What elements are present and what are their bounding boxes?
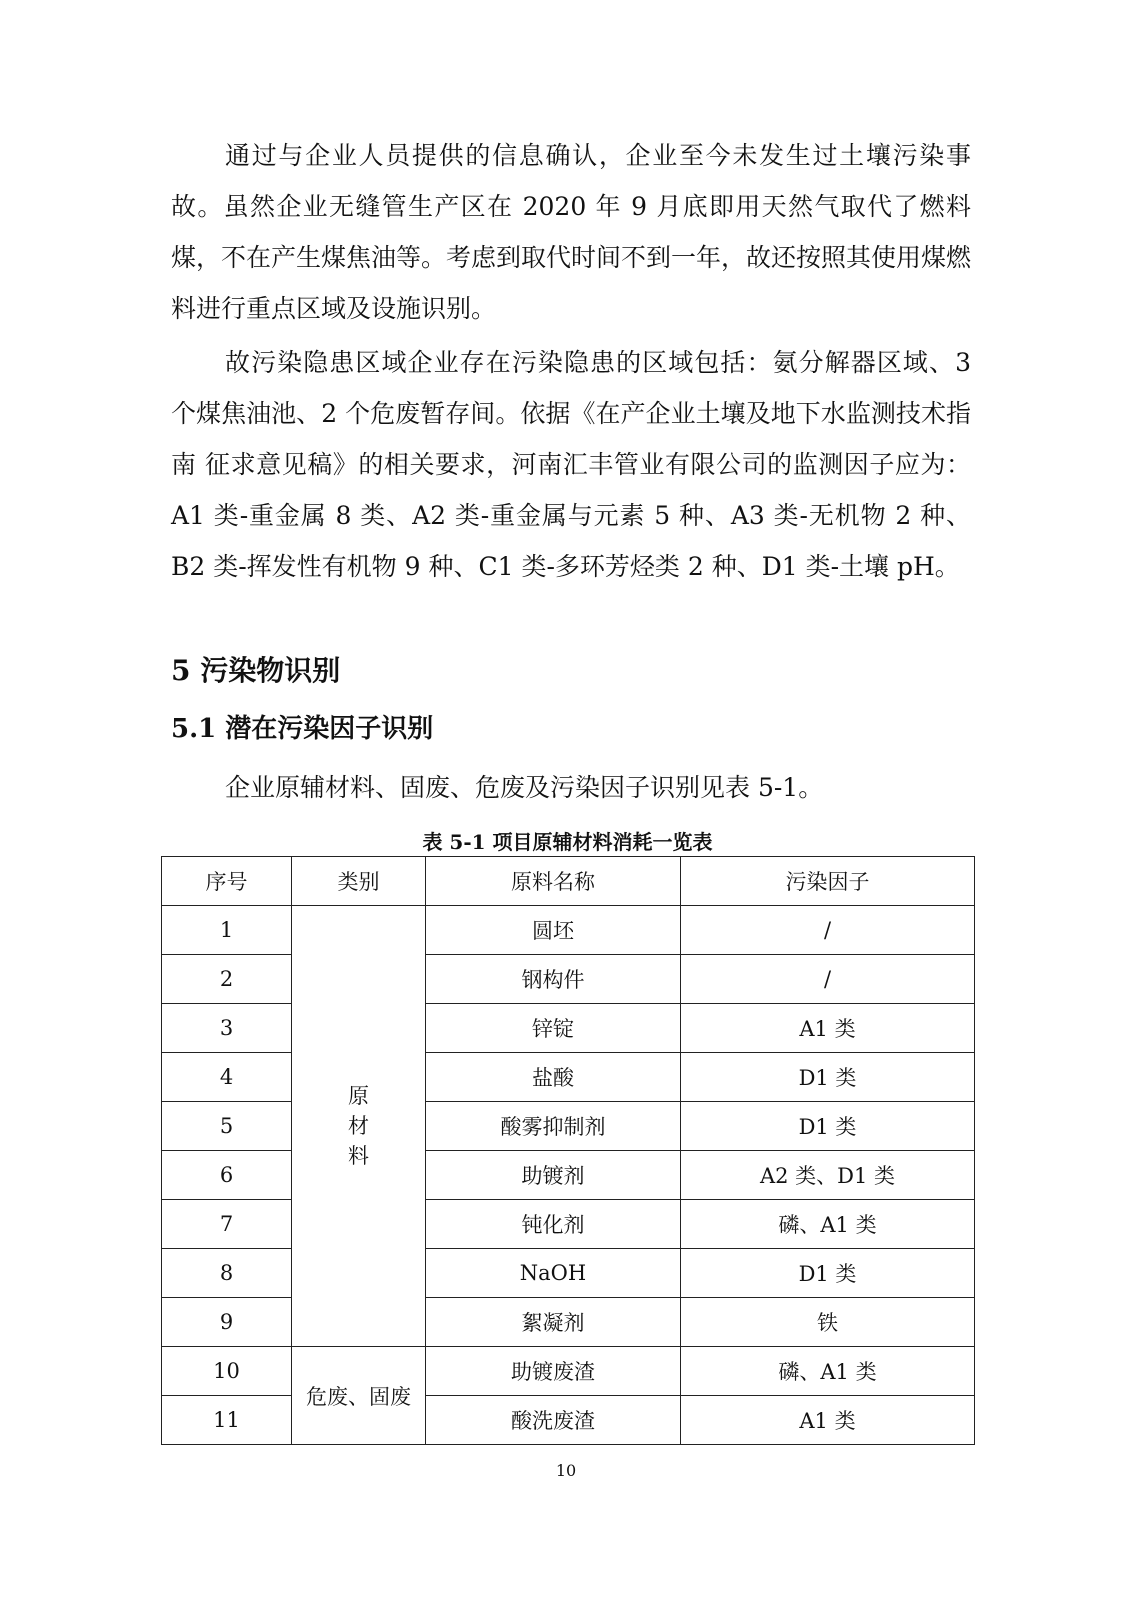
table-row — [162, 906, 975, 955]
paragraph-incident-history: 通过与企业人员提供的信息确认，企业至今未发生过土壤污染事故。虽然企业无缝管生产区在 2020 年 9 月底即用天然气取代了燃料煤，不在产生煤焦油等。考虑到取代时间不到一年，故还按照其使用煤燃料进行重点区域及设施识别。 — [171, 141, 972, 323]
paragraph-hazard-areas: 故污染隐患区域企业存在污染隐患的区域包括：氨分解器区域、3 个煤焦油池、2 个危废暂存间。依据《在产企业土壤及地下水监测技术指南 征求意见稿》的相关要求，河南汇丰管业有限公司的监测因子应为：A1 类-重金属 8 类、A2 类-重金属与元素 5 种、A3 类-无机物 2 种、B2 类-挥发性有机物 9 种、C1 类-多环芳烃类 2 种、D1 类-土壤 pH。 — [171, 348, 971, 581]
table-row — [162, 1347, 975, 1396]
cell-index: 9 — [162, 1298, 292, 1347]
table-row — [162, 1298, 975, 1347]
cell-material-name: 锌锭 — [426, 1004, 681, 1053]
table-row — [162, 1004, 975, 1053]
table-row — [162, 1053, 975, 1102]
cell-pollution-factor: A1 类 — [681, 1004, 975, 1053]
cell-index: 11 — [162, 1396, 292, 1445]
cell-index: 2 — [162, 955, 292, 1004]
cell-index: 4 — [162, 1053, 292, 1102]
cell-material-name: 钝化剂 — [426, 1200, 681, 1249]
table-row — [162, 1102, 975, 1151]
header-index: 序号 — [162, 857, 292, 906]
cell-material-name: 酸洗废渣 — [426, 1396, 681, 1445]
cell-pollution-factor: D1 类 — [681, 1102, 975, 1151]
cell-material-name: 圆坯 — [426, 906, 681, 955]
cell-material-name: 絮凝剂 — [426, 1298, 681, 1347]
cell-index: 6 — [162, 1151, 292, 1200]
category-raw-materials-text: 原 材 料 — [348, 1084, 369, 1168]
page-number: 10 — [555, 1461, 577, 1480]
table-row — [162, 1200, 975, 1249]
cell-pollution-factor: 铁 — [681, 1298, 975, 1347]
table-caption: 表 5-1 项目原辅材料消耗一览表 — [422, 830, 713, 854]
cell-index: 7 — [162, 1200, 292, 1249]
table-header-row — [162, 857, 975, 906]
cell-material-name: 酸雾抑制剂 — [426, 1102, 681, 1151]
materials-table — [161, 856, 975, 1445]
cell-index: 1 — [162, 906, 292, 955]
cell-material-name: 助镀剂 — [426, 1151, 681, 1200]
cell-pollution-factor: D1 类 — [681, 1249, 975, 1298]
header-pollution-factor: 污染因子 — [681, 857, 975, 906]
cell-category-waste: 危废、固废 — [292, 1347, 426, 1445]
cell-index: 8 — [162, 1249, 292, 1298]
cell-index: 5 — [162, 1102, 292, 1151]
header-material-name: 原料名称 — [426, 857, 681, 906]
cell-pollution-factor: / — [681, 955, 975, 1004]
cell-pollution-factor: 磷、A1 类 — [681, 1200, 975, 1249]
cell-index: 10 — [162, 1347, 292, 1396]
cell-pollution-factor: / — [681, 906, 975, 955]
cell-pollution-factor: 磷、A1 类 — [681, 1347, 975, 1396]
subsection-heading: 5.1 潜在污染因子识别 — [171, 714, 434, 744]
cell-material-name: NaOH — [426, 1249, 681, 1298]
cell-material-name: 盐酸 — [426, 1053, 681, 1102]
table-row — [162, 955, 975, 1004]
section-heading: 5 污染物识别 — [171, 654, 341, 687]
cell-pollution-factor: A2 类、D1 类 — [681, 1151, 975, 1200]
header-category: 类别 — [292, 857, 426, 906]
cell-pollution-factor: A1 类 — [681, 1396, 975, 1445]
table-row — [162, 1151, 975, 1200]
cell-material-name: 钢构件 — [426, 955, 681, 1004]
cell-pollution-factor: D1 类 — [681, 1053, 975, 1102]
cell-category-raw-materials — [292, 906, 426, 1347]
table-row — [162, 1249, 975, 1298]
cell-material-name: 助镀废渣 — [426, 1347, 681, 1396]
cell-index: 3 — [162, 1004, 292, 1053]
paragraph-table-intro: 企业原辅材料、固废、危废及污染因子识别见表 5-1。 — [225, 773, 824, 802]
table-row — [162, 1396, 975, 1445]
